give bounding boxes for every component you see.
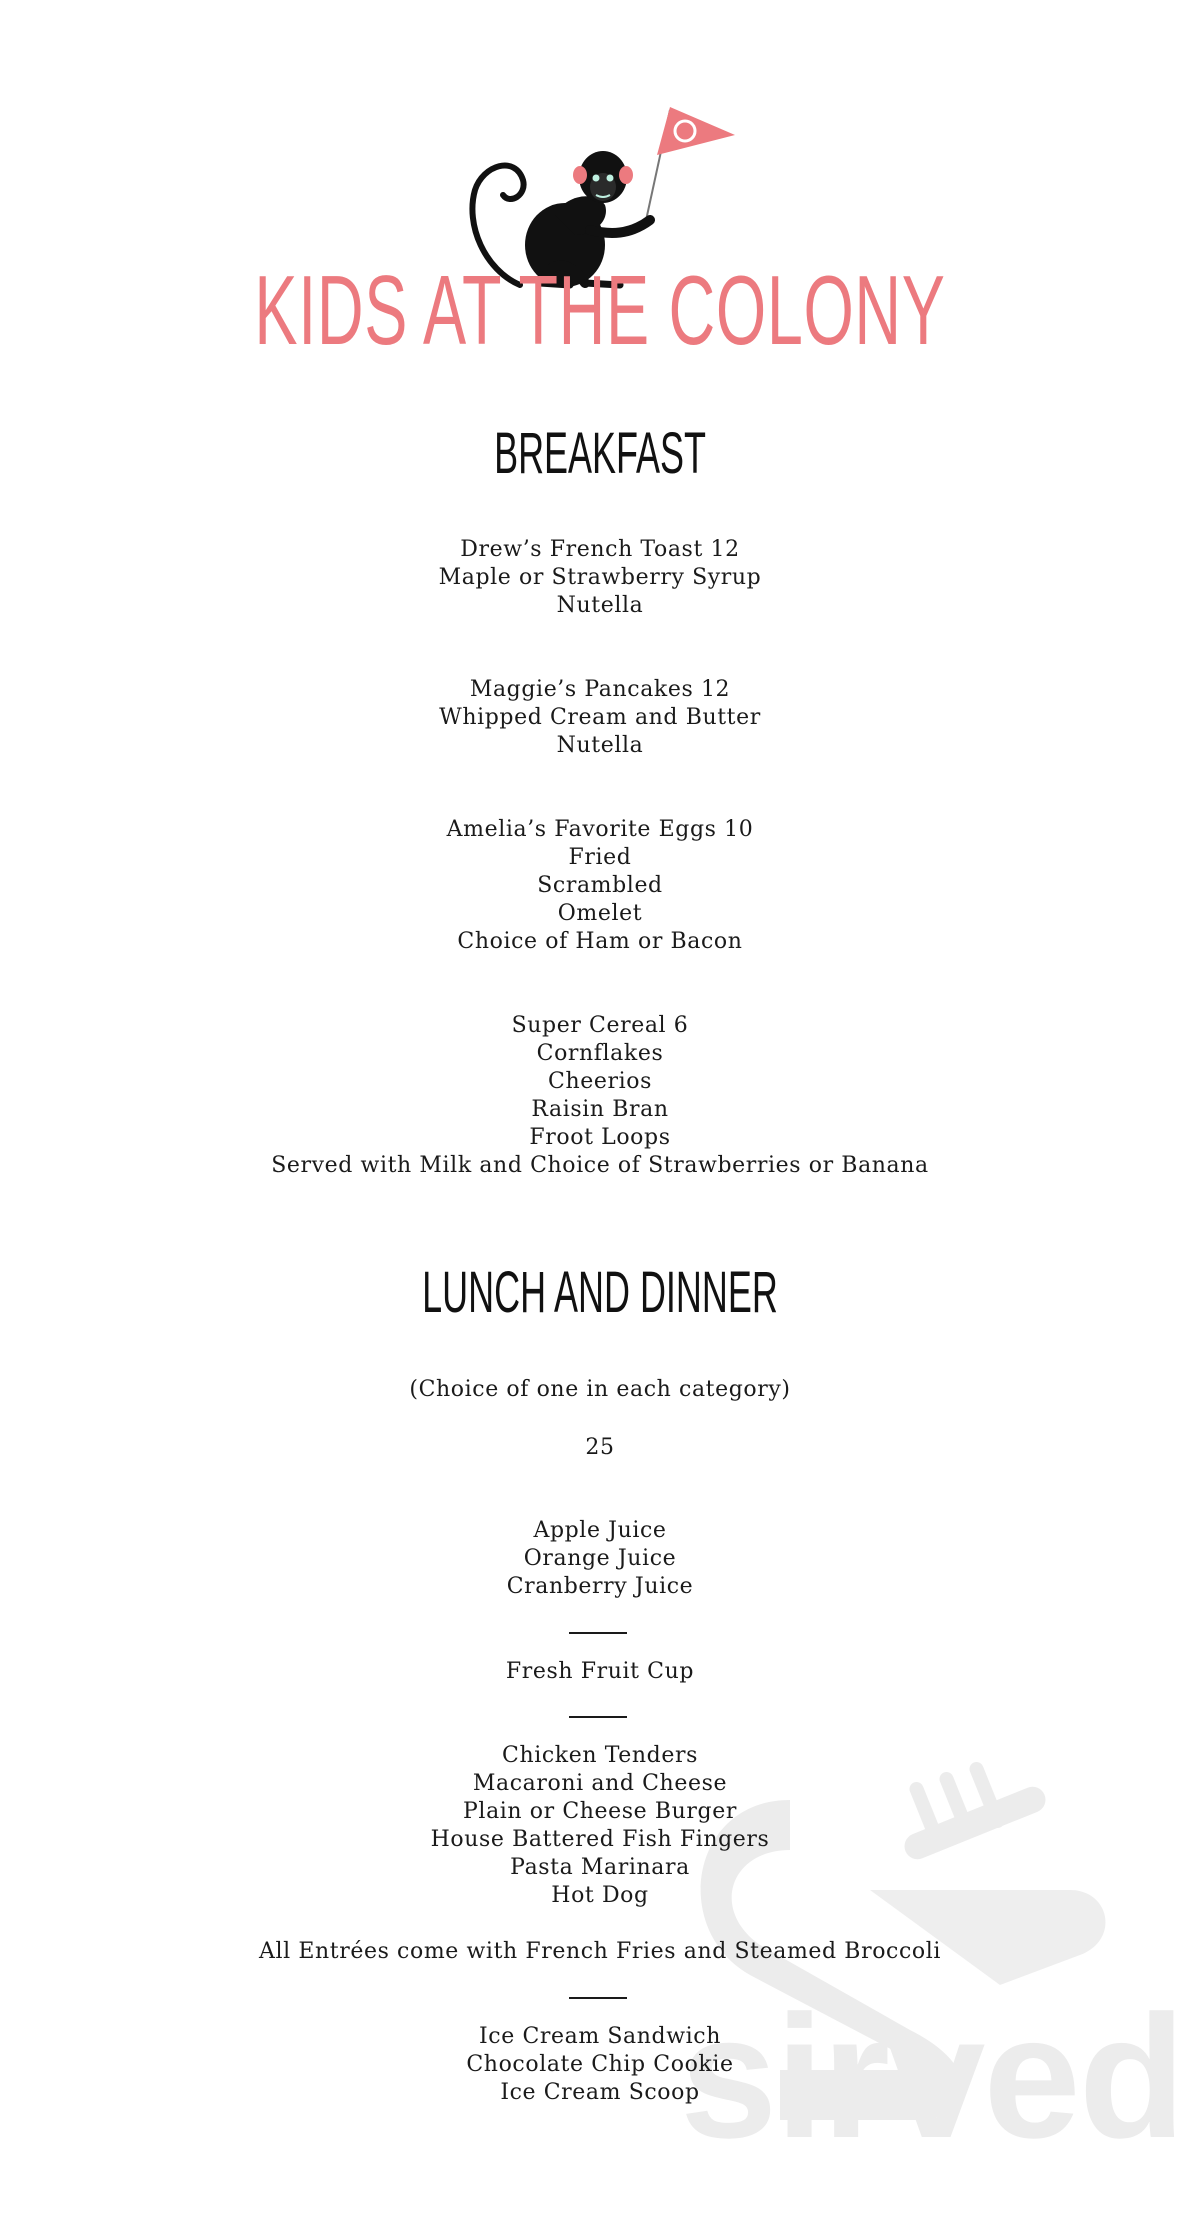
fruit-item: Fresh Fruit Cup — [505, 1659, 695, 1684]
entree-note: All Entrées come with French Fries and Steamed Broccoli — [259, 1939, 941, 1964]
item-line: Choice of Ham or Bacon — [457, 929, 743, 954]
choice-note: (Choice of one in each category) — [409, 1377, 791, 1402]
desserts-group — [0, 2023, 1200, 2107]
drink-item: Apple Juice — [533, 1518, 667, 1543]
drinks-group — [0, 1517, 1200, 1601]
item-line: Super Cereal 6 — [511, 1013, 689, 1038]
menu-item-cereal — [0, 1012, 1200, 1180]
item-line: Maple or Strawberry Syrup — [438, 565, 762, 590]
item-line: Whipped Cream and Butter — [439, 705, 761, 730]
item-line: Fried — [568, 845, 632, 870]
entree-item: Chicken Tenders — [502, 1743, 698, 1768]
section-title-breakfast: BREAKFAST — [494, 421, 706, 486]
divider — [569, 1632, 627, 1634]
item-line: Served with Milk and Choice of Strawberries or Banana — [271, 1153, 929, 1178]
item-line: Maggie’s Pancakes 12 — [469, 677, 731, 702]
price: 25 — [585, 1435, 615, 1460]
entree-item: Macaroni and Cheese — [472, 1771, 728, 1796]
item-line: Froot Loops — [529, 1125, 671, 1150]
brand-title: KIDS AT THE COLONY — [254, 255, 946, 365]
entree-item: Plain or Cheese Burger — [463, 1799, 737, 1824]
sirved-watermark-text: sirved — [680, 1980, 1184, 2175]
menu-item-pancakes — [0, 676, 1200, 760]
lunch-dinner-price — [0, 1434, 1200, 1462]
menu-item-french-toast — [0, 536, 1200, 620]
menu-item-eggs — [0, 816, 1200, 956]
item-line: Omelet — [557, 901, 643, 926]
item-line: Cornflakes — [536, 1041, 664, 1066]
drink-item: Orange Juice — [523, 1546, 677, 1571]
fruit-group — [0, 1658, 1200, 1686]
entree-item: Pasta Marinara — [510, 1855, 690, 1880]
dessert-item: Ice Cream Scoop — [500, 2080, 700, 2105]
lunch-dinner-note — [0, 1376, 1200, 1404]
item-line: Scrambled — [537, 873, 663, 898]
divider — [569, 1716, 627, 1718]
item-line: Drew’s French Toast 12 — [460, 537, 740, 562]
drink-item: Cranberry Juice — [506, 1574, 694, 1599]
section-title-lunch-dinner: LUNCH AND DINNER — [422, 1260, 778, 1325]
item-line: Nutella — [556, 593, 644, 618]
entree-item: House Battered Fish Fingers — [430, 1827, 770, 1852]
entree-item: Hot Dog — [551, 1883, 649, 1908]
item-line: Nutella — [556, 733, 644, 758]
dessert-item: Chocolate Chip Cookie — [466, 2052, 734, 2077]
entree-note-block — [0, 1938, 1200, 1966]
item-line: Raisin Bran — [531, 1097, 669, 1122]
entrees-group — [0, 1742, 1200, 1910]
item-line: Cheerios — [548, 1069, 652, 1094]
divider — [569, 1997, 627, 1999]
item-line: Amelia’s Favorite Eggs 10 — [446, 817, 754, 842]
dessert-item: Ice Cream Sandwich — [479, 2024, 721, 2049]
